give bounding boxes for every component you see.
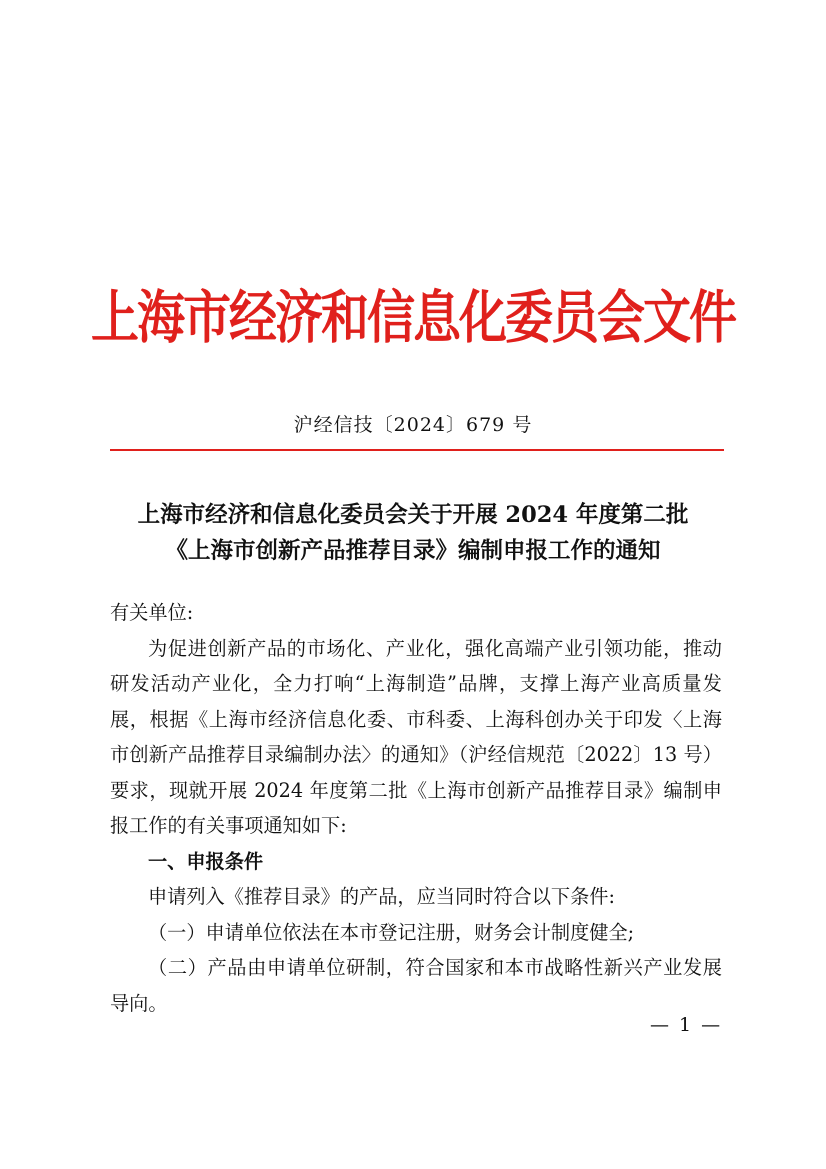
salutation: 有关单位: (110, 601, 194, 624)
section-intro: 申请列入《推荐目录》的产品，应当同时符合以下条件: (148, 885, 615, 908)
red-divider-line (110, 449, 724, 451)
notice-title-line-1: 上海市经济和信息化委员会关于开展 2024 年度第二批 (137, 502, 689, 528)
condition-item-2: （二）产品由申请单位研制，符合国家和本市战略性新兴产业发展导向。 (110, 956, 722, 1015)
intro-paragraph: 为促进创新产品的市场化、产业化，强化高端产业引领功能，推动研发活动产业化，全力打响“上海制造”品牌，支撑上海产业高质量发展，根据《上海市经济信息化委、市科委、上海科创办关于印发〈上海市创新产品推荐目录编制办法〉的通知》（沪经信规范〔2022〕13 号）要求，现就开展 2024 年度第二批《上海市创新产品推荐目录》编制申报工作的有关事项通知如下: (110, 636, 722, 837)
page-number: — 1 — (650, 1014, 723, 1036)
section-heading-application-conditions: 一、申报条件 (148, 849, 264, 873)
masthead-title: 上海市经济和信息化委员会文件 (90, 284, 735, 352)
document-number: 沪经信技〔2024〕679 号 (293, 414, 533, 436)
condition-item-1: （一）申请单位依法在本市登记注册，财务会计制度健全; (148, 920, 635, 944)
notice-body (110, 595, 722, 1021)
notice-title (90, 497, 736, 569)
notice-title-line-2: 《上海市创新产品推荐目录》编制申报工作的通知 (165, 538, 661, 564)
